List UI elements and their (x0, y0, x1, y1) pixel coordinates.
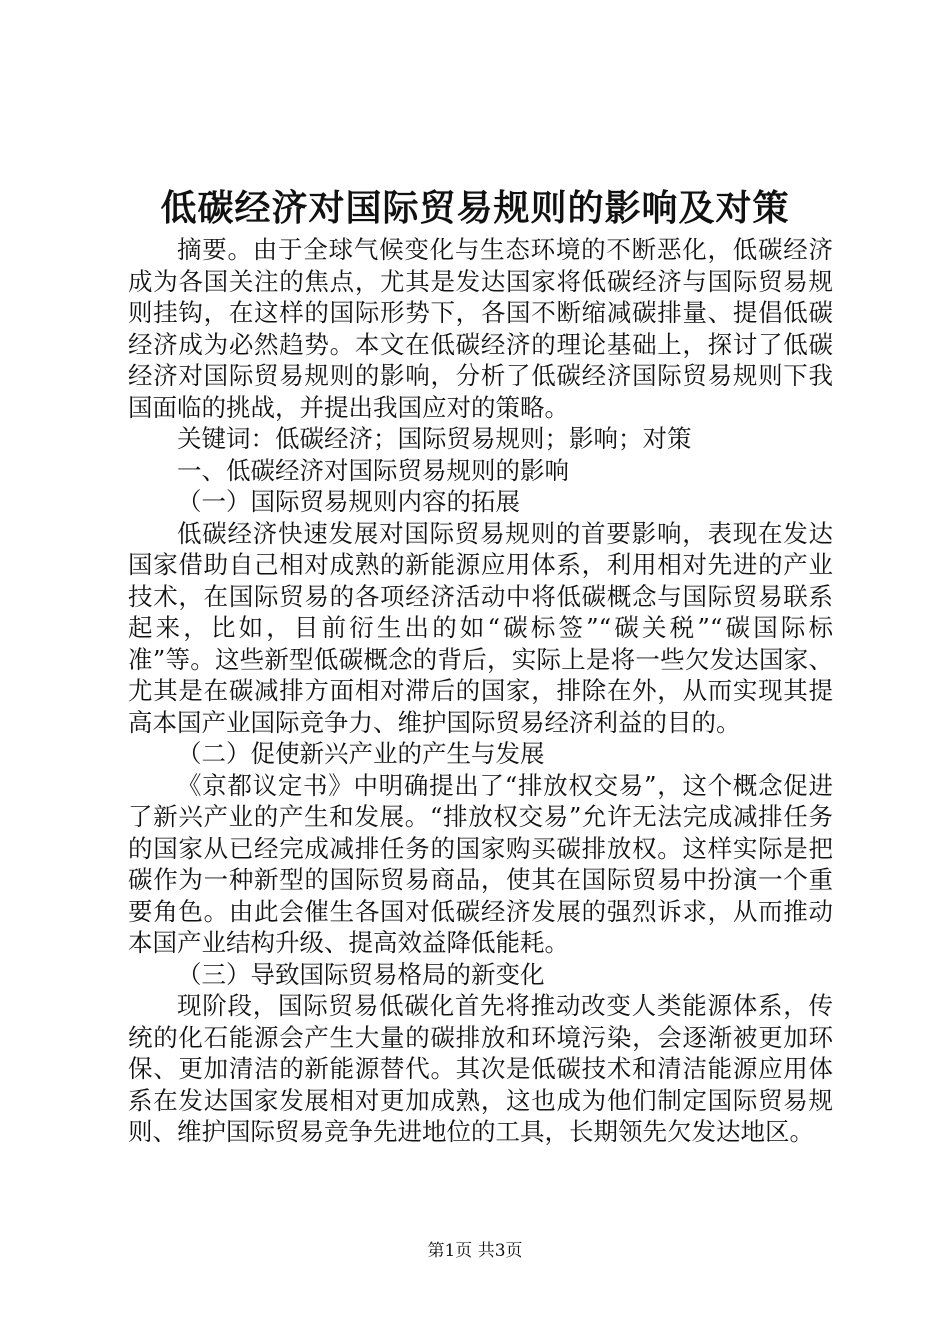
body-paragraph: 《京都议定书》中明确提出了“排放权交易”，这个概念促进了新兴产业的产生和发展。“排放权交易”允许无法完成减排任务的国家从已经完成减排任务的国家购买碳排放权。这样实际是把碳作为一种新型的国际贸易商品，使其在国际贸易中扮演一个重要角色。由此会催生各国对低碳经济发展的强烈诉求，从而推动本国产业结构升级、提高效益降低能耗。 (128, 770, 833, 957)
document-body (128, 234, 833, 1148)
document-title: 低碳经济对国际贸易规则的影响及对策 (160, 187, 790, 229)
subsection-heading-2: （二）促使新兴产业的产生与发展 (177, 739, 545, 768)
subsection-heading-3: （三）导致国际贸易格局的新变化 (177, 959, 545, 989)
keywords-paragraph: 关键词：低碳经济；国际贸易规则；影响；对策 (177, 424, 692, 453)
body-paragraph: 低碳经济快速发展对国际贸易规则的首要影响，表现在发达国家借助自己相对成熟的新能源应用体系，利用相对先进的产业技术，在国际贸易的各项经济活动中将低碳概念与国际贸易联系起来，比如，目前衍生出的如“碳标签”“碳关税”“碳国际标准”等。这些新型低碳概念的背后，实际上是将一些欠发达国家、尤其是在碳减排方面相对滞后的国家，排除在外，从而实现其提高本国产业国际竞争力、维护国际贸易经济利益的目的。 (128, 518, 833, 737)
subsection-heading-1: （一）国际贸易规则内容的拓展 (177, 487, 520, 516)
abstract-paragraph: 摘要。由于全球气候变化与生态环境的不断恶化，低碳经济成为各国关注的焦点，尤其是发达国家将低碳经济与国际贸易规则挂钩，在这样的国际形势下，各国不断缩减碳排量、提倡低碳经济成为必然趋势。本文在低碳经济的理论基础上，探讨了低碳经济对国际贸易规则的影响，分析了低碳经济国际贸易规则下我国面临的挑战，并提出我国应对的策略。 (128, 235, 833, 422)
section-heading-1: 一、低碳经济对国际贸易规则的影响 (177, 455, 569, 485)
body-paragraph: 现阶段，国际贸易低碳化首先将推动改变人类能源体系，传统的化石能源会产生大量的碳排放和环境污染，会逐渐被更加环保、更加清洁的新能源替代。其次是低碳技术和清洁能源应用体系在发达国家发展相对更加成熟，这也成为他们制定国际贸易规则、维护国际贸易竞争先进地位的工具，长期领先欠发达地区。 (128, 991, 833, 1146)
page-number-footer: 第1页 共3页 (427, 1241, 523, 1261)
